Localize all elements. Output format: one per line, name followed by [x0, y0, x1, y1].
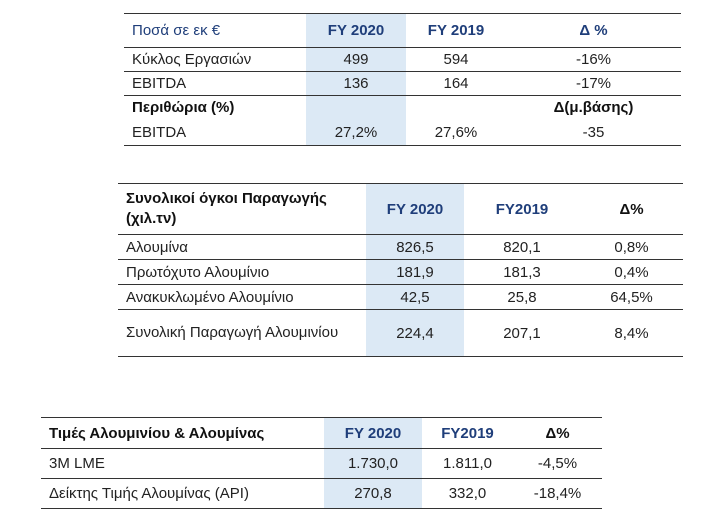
- cell-fy2020: 224,4: [366, 310, 464, 357]
- cell-fy2020: 1.730,0: [324, 449, 422, 479]
- header-fy2019: FY2019: [422, 418, 513, 449]
- production-volumes-table: [118, 183, 683, 357]
- header-delta: Δ%: [580, 184, 683, 235]
- cell-fy2019: 27,6%: [406, 120, 506, 146]
- table-row: [118, 310, 683, 357]
- cell-fy2020: 270,8: [324, 479, 422, 509]
- cell-fy2019: 25,8: [464, 285, 580, 310]
- table-header-row: [41, 418, 602, 449]
- row-label: Ανακυκλωμένο Αλουμίνιο: [118, 285, 366, 310]
- row-label: EBITDA: [124, 72, 306, 96]
- cell-fy2020: 136: [306, 72, 406, 96]
- table-row: [124, 120, 681, 146]
- margins-delta-header: Δ(μ.βάσης): [553, 99, 634, 117]
- header-label: Τιμές Αλουμινίου & Αλουμίνας: [41, 418, 324, 449]
- cell-delta: 0,4%: [580, 260, 683, 285]
- margins-header-row: [124, 96, 681, 120]
- table-header-row: [124, 14, 681, 48]
- row-label: Κύκλος Εργασιών: [124, 48, 306, 72]
- table-row: [118, 235, 683, 260]
- row-label: Πρωτόχυτο Αλουμίνιο: [118, 260, 366, 285]
- row-label: EBITDA: [124, 120, 306, 146]
- header-label: Συνολικοί όγκοι Παραγωγής (χιλ.τν): [118, 184, 366, 235]
- financial-results-table: [124, 13, 681, 146]
- margins-empty-cell: [306, 96, 406, 120]
- cell-delta: 64,5%: [580, 285, 683, 310]
- cell-delta: -4,5%: [513, 449, 602, 479]
- aluminium-prices-table: [41, 417, 602, 509]
- cell-fy2019: 820,1: [464, 235, 580, 260]
- cell-fy2020: 42,5: [366, 285, 464, 310]
- cell-fy2020: 27,2%: [306, 120, 406, 146]
- table-row: [124, 72, 681, 96]
- row-label: Δείκτης Τιμής Αλουμίνας (API): [41, 479, 324, 509]
- margins-empty-cell: [406, 96, 506, 120]
- header-fy2019: FY 2019: [406, 14, 506, 48]
- header-fy2020: FY 2020: [306, 14, 406, 48]
- cell-delta: -18,4%: [513, 479, 602, 509]
- header-label: Ποσά σε εκ €: [124, 14, 306, 48]
- cell-delta: -16%: [506, 48, 681, 72]
- header-delta: Δ %: [506, 14, 681, 48]
- cell-delta: 8,4%: [580, 310, 683, 357]
- header-fy2019: FY2019: [464, 184, 580, 235]
- cell-delta: -17%: [506, 72, 681, 96]
- table-header-row: [118, 184, 683, 235]
- table-row: [118, 260, 683, 285]
- margins-label: Περιθώρια (%): [132, 99, 235, 117]
- row-label: Συνολική Παραγωγή Αλουμινίου: [118, 310, 366, 357]
- cell-fy2019: 594: [406, 48, 506, 72]
- table-row: [41, 479, 602, 509]
- row-label: Αλουμίνα: [118, 235, 366, 260]
- header-fy2020: FY 2020: [324, 418, 422, 449]
- cell-fy2020: 499: [306, 48, 406, 72]
- cell-delta: -35: [506, 120, 681, 146]
- header-delta: Δ%: [513, 418, 602, 449]
- cell-delta: 0,8%: [580, 235, 683, 260]
- cell-fy2020: 826,5: [366, 235, 464, 260]
- table-row: [118, 285, 683, 310]
- cell-fy2019: 1.811,0: [422, 449, 513, 479]
- header-fy2020: FY 2020: [366, 184, 464, 235]
- cell-fy2019: 164: [406, 72, 506, 96]
- cell-fy2019: 207,1: [464, 310, 580, 357]
- cell-fy2019: 332,0: [422, 479, 513, 509]
- row-label: 3M LME: [41, 449, 324, 479]
- cell-fy2020: 181,9: [366, 260, 464, 285]
- table-row: [124, 48, 681, 72]
- cell-fy2019: 181,3: [464, 260, 580, 285]
- table-row: [41, 449, 602, 479]
